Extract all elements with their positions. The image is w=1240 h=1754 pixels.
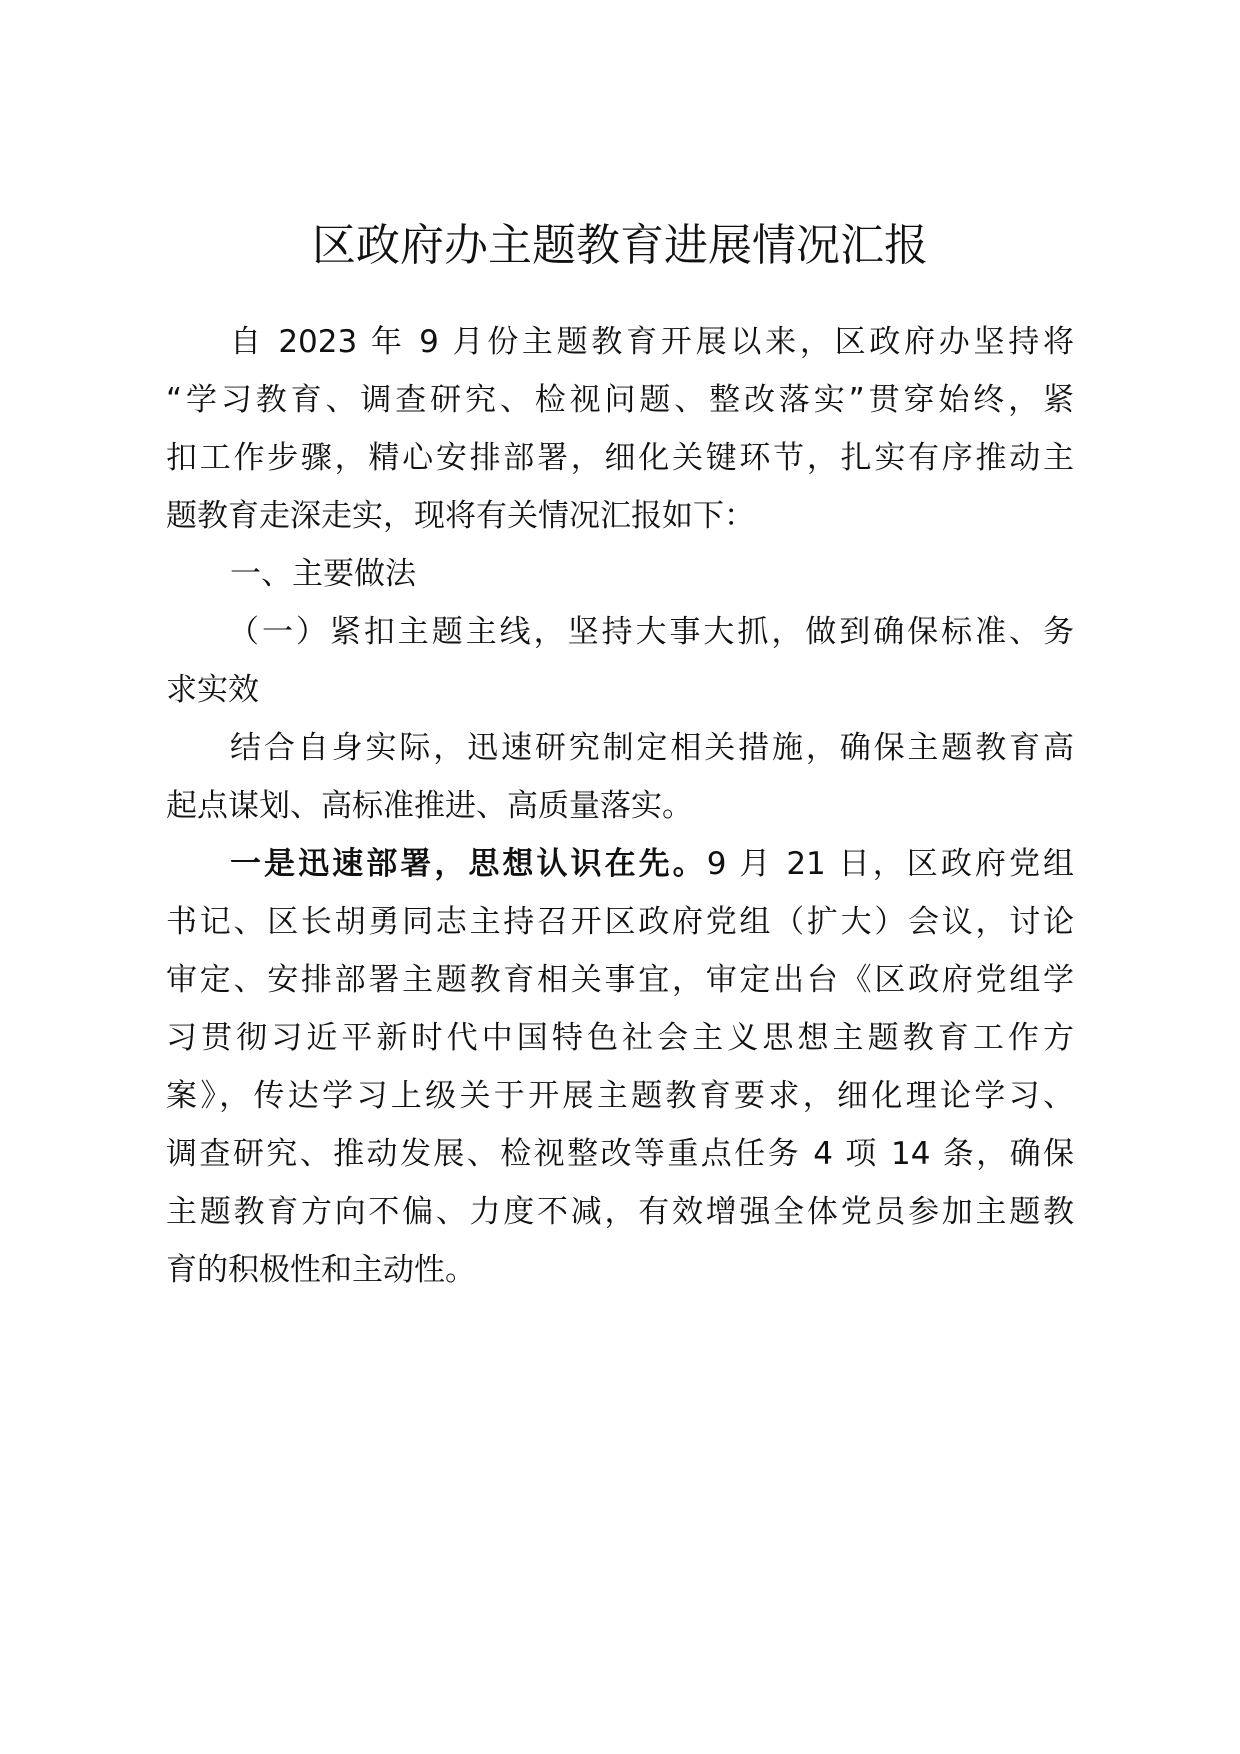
paragraph-line: 结合自身实际，迅速研究制定相关措施，确保主题教育高 bbox=[230, 730, 1074, 766]
paragraph-line: 扣工作步骤，精心安排部署，细化关键环节，扎实有序推动主 bbox=[166, 440, 1074, 476]
paragraph-line: 调查研究、推动发展、检视整改等重点任务 4 项 14 条，确保 bbox=[166, 1136, 1074, 1172]
paragraph-line: 审定、安排部署主题教育相关事宜，审定出台《区政府党组学 bbox=[166, 962, 1074, 998]
paragraph-line: 书记、区长胡勇同志主持召开区政府党组（扩大）会议，讨论 bbox=[166, 904, 1074, 940]
paragraph-line: 主题教育方向不偏、力度不减，有效增强全体党员参加主题教 bbox=[166, 1194, 1074, 1230]
document-title: 区政府办主题教育进展情况汇报 bbox=[312, 220, 928, 271]
section-heading: 一、主要做法 bbox=[230, 556, 416, 592]
paragraph-line: 题教育走深走实，现将有关情况汇报如下： bbox=[166, 498, 755, 534]
paragraph-line: “学习教育、调查研究、检视问题、整改落实”贯穿始终，紧 bbox=[166, 382, 1074, 418]
paragraph-line: 自 2023 年 9 月份主题教育开展以来，区政府办坚持将 bbox=[230, 324, 1074, 360]
subsection-heading-line: （一）紧扣主题主线，坚持大事大抓，做到确保标准、务 bbox=[228, 614, 1074, 650]
subsection-heading-line: 求实效 bbox=[166, 672, 259, 708]
paragraph-line: 案》，传达学习上级关于开展主题教育要求，细化理论学习、 bbox=[166, 1078, 1074, 1114]
paragraph-line bbox=[230, 844, 1074, 884]
paragraph-text: 9 月 21 日，区政府党组 bbox=[706, 846, 1075, 882]
paragraph-line: 习贯彻习近平新时代中国特色社会主义思想主题教育工作方 bbox=[166, 1020, 1074, 1056]
paragraph-line: 育的积极性和主动性。 bbox=[166, 1252, 476, 1288]
paragraph-line: 起点谋划、高标准推进、高质量落实。 bbox=[166, 788, 693, 824]
bold-lead-text: 一是迅速部署，思想认识在先。 bbox=[230, 846, 707, 882]
